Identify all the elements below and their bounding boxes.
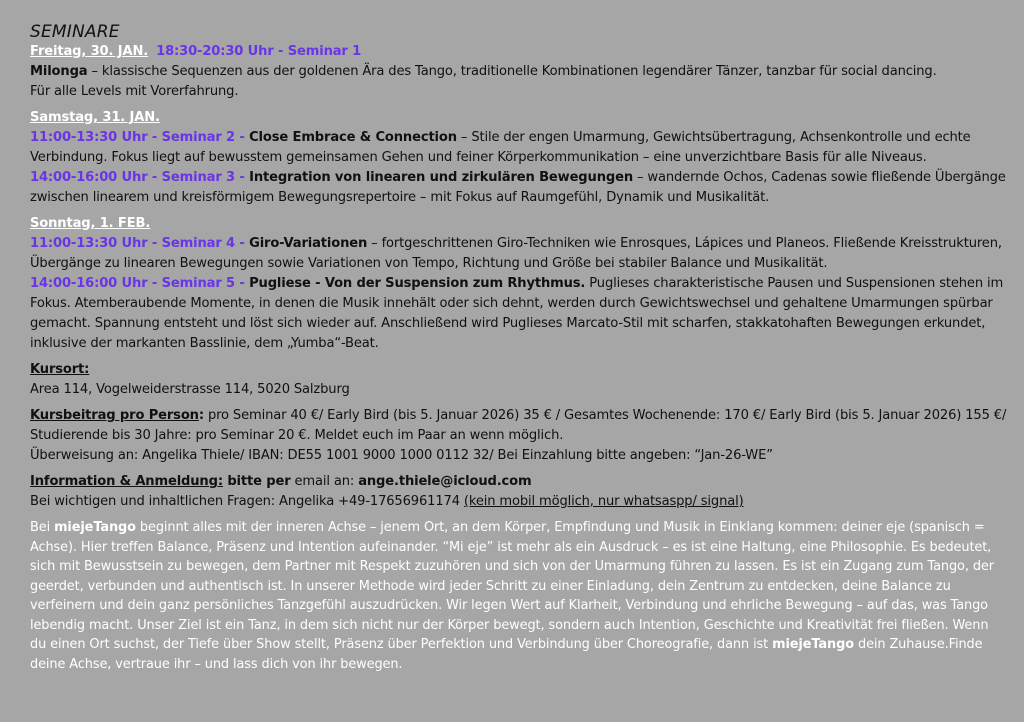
seminar-2-time: 11:00-13:30 Uhr - Seminar 2 - [30, 130, 250, 145]
location-label: Kursort: [30, 362, 90, 377]
about-text: beginnt alles mit der inneren Achse – jenem Ort, an dem Körper, Empfindung und Musik in Einklang kommen: deiner eje (spanisch = Achse). Hier treffen Balance, Präsenz und Intention aufeinander. “Mi eje” ist mehr als ein Ausdruck – es ist eine Haltung, eine Philosophie. Es bedeutet, sich mit Bewusstsein zu bewegen, dem Partner mit Respekt zuzuhören und sich von der Umarmung führen zu lassen. Es ist ein Zugang zum Tango, der geerdet, verbunden und authentisch ist. In unserer Methode wird jeder Schritt zu einer Einladung, dein Zentrum zu entdecken, deine Balance zu verfeinern und dein ganz persönliches Tanzgefühl auszudrücken. Wir legen Wert auf Klarheit, Verbindung und ehrliche Bewegung – auf das, was Tango lebendig macht. Unser Ziel ist ein Tanz, in dem sich nicht nur der Körper bewegt, sondern auch Intention, Geschichte und Kreativität frei fließen. Wenn du einen Ort suchst, der Tiefe über Show stellt, Präsenz über Perfektion und Verbindung über Choreografie, dann ist [30, 520, 994, 652]
seminar-4-name: Giro-Variationen [249, 236, 368, 251]
about-intro: Bei [30, 520, 55, 535]
contact-email-prefix: email an: [290, 474, 359, 489]
seminar-3-text: – wandernde Ochos, Cadenas sowie fließende Übergänge zwischen linearem und kreisförmigem Bewegungsrepertoire – mit Fokus auf Raumgefühl, Dynamik und Musikalität. [30, 170, 1006, 205]
about-outro: dein Zuhause.Finde deine Achse, vertraue ihr – und lass dich von ihr bewegen. [30, 637, 983, 672]
seminar-2-text: – Stile der engen Umarmung, Gewichtsübertragung, Achsenkontrolle und echte Verbindung. Fokus liegt auf bewusstem gemeinsamen Gehen und feiner Körperkommunikation – eine unverzichtbare Basis für alle Niveaus. [30, 130, 971, 165]
sunday-date: Sonntag, 1. FEB. [30, 216, 151, 231]
contact-label: Information & Anmeldung: [30, 474, 223, 489]
saturday-header [30, 108, 1008, 128]
pricing-text-block [30, 406, 1008, 446]
friday-date: Freitag, 30. JAN. [30, 44, 149, 59]
sunday-section [30, 214, 1008, 354]
seminar-2-description [30, 128, 1008, 168]
contact-note: (kein mobil möglich, nur whatsaspp/ signal) [463, 494, 744, 509]
pricing-label: Kursbeitrag pro Person [30, 408, 199, 423]
brand-name-second: miejeTango [772, 637, 854, 652]
seminar-5-name: Pugliese - Von der Suspension zum Rhythmus. [249, 276, 586, 291]
seminar-1-time: 18:30-20:30 Uhr - Seminar 1 [156, 44, 362, 59]
seminar-3-description [30, 168, 1008, 208]
seminar-1-name: Milonga [30, 64, 88, 79]
pricing-text: pro Seminar 40 €/ Early Bird (bis 5. Januar 2026) 35 € / Gesamtes Wochenende: 170 €/ Early Bird (bis 5. Januar 2026) 155 €/ Studierende bis 30 Jahre: pro Seminar 20 €. Meldet euch im Paar an wenn möglich. [30, 408, 1007, 443]
friday-section [30, 42, 1008, 102]
seminar-2-name: Close Embrace & Connection [249, 130, 457, 145]
seminar-5-time: 14:00-16:00 Uhr - Seminar 5 - [30, 276, 250, 291]
location-address: Area 114, Vogelweiderstrasse 114, 5020 Salzburg [30, 382, 350, 397]
friday-header [30, 42, 1008, 62]
location-section [30, 360, 1008, 400]
page-title: SEMINARE [30, 22, 120, 42]
brand-name: miejeTango [54, 520, 136, 535]
contact-section [30, 472, 1008, 512]
bank-transfer-info: Überweisung an: Angelika Thiele/ IBAN: DE55 1001 9000 1000 0112 32/ Bei Einzahlung bitte angeben: “Jan-26-WE” [30, 448, 773, 463]
sunday-header [30, 214, 1008, 234]
seminar-5-text: Puglieses charakteristische Pausen und Suspensionen stehen im Fokus. Atemberaubende Momente, in denen die Musik innehält oder sich dehnt, werden durch Gewichtswechsel und gehaltene Umarmungen spürbar gemacht. Spannung entsteht und löst sich wieder auf. Anschließend wird Puglieses Marcato-Stil mit scharfen, stakkatohaften Bewegungen erkundet, inklusive der markanten Basslinie, dem „Yumba“-Beat. [30, 276, 1004, 351]
seminar-3-name: Integration von linearen und zirkulären Bewegungen [249, 170, 633, 185]
seminar-1-text: – klassische Sequenzen aus der goldenen Ära des Tango, traditionelle Kombinationen legendärer Tänzer, tanzbar für social dancing. [87, 64, 937, 79]
seminar-1-level: Für alle Levels mit Vorerfahrung. [30, 84, 239, 99]
pricing-section [30, 406, 1008, 466]
contact-questions-line [30, 492, 1008, 512]
about-paragraph [30, 518, 1008, 674]
seminar-4-text: – fortgeschrittenen Giro-Techniken wie Enrosques, Lápices und Planeos. Fließende Kreisstrukturen, Übergänge zu linearen Bewegungen sowie Variationen von Tempo, Richtung und Größe bei stabiler Balance und Musikalität. [30, 236, 1002, 271]
contact-please: bitte per [222, 474, 291, 489]
saturday-date: Samstag, 31. JAN. [30, 110, 160, 125]
contact-email-link[interactable]: ange.thiele@icloud.com [358, 474, 532, 489]
seminar-3-time: 14:00-16:00 Uhr - Seminar 3 - [30, 170, 250, 185]
seminar-document [30, 22, 1008, 674]
seminar-4-description [30, 234, 1008, 274]
contact-questions: Bei wichtigen und inhaltlichen Fragen: Angelika +49-17656961174 [30, 494, 464, 509]
pricing-label-colon: : [198, 408, 204, 423]
contact-line [30, 472, 1008, 492]
seminar-4-time: 11:00-13:30 Uhr - Seminar 4 - [30, 236, 250, 251]
seminar-5-description [30, 274, 1008, 354]
saturday-section [30, 108, 1008, 208]
seminar-1-description [30, 62, 1008, 82]
